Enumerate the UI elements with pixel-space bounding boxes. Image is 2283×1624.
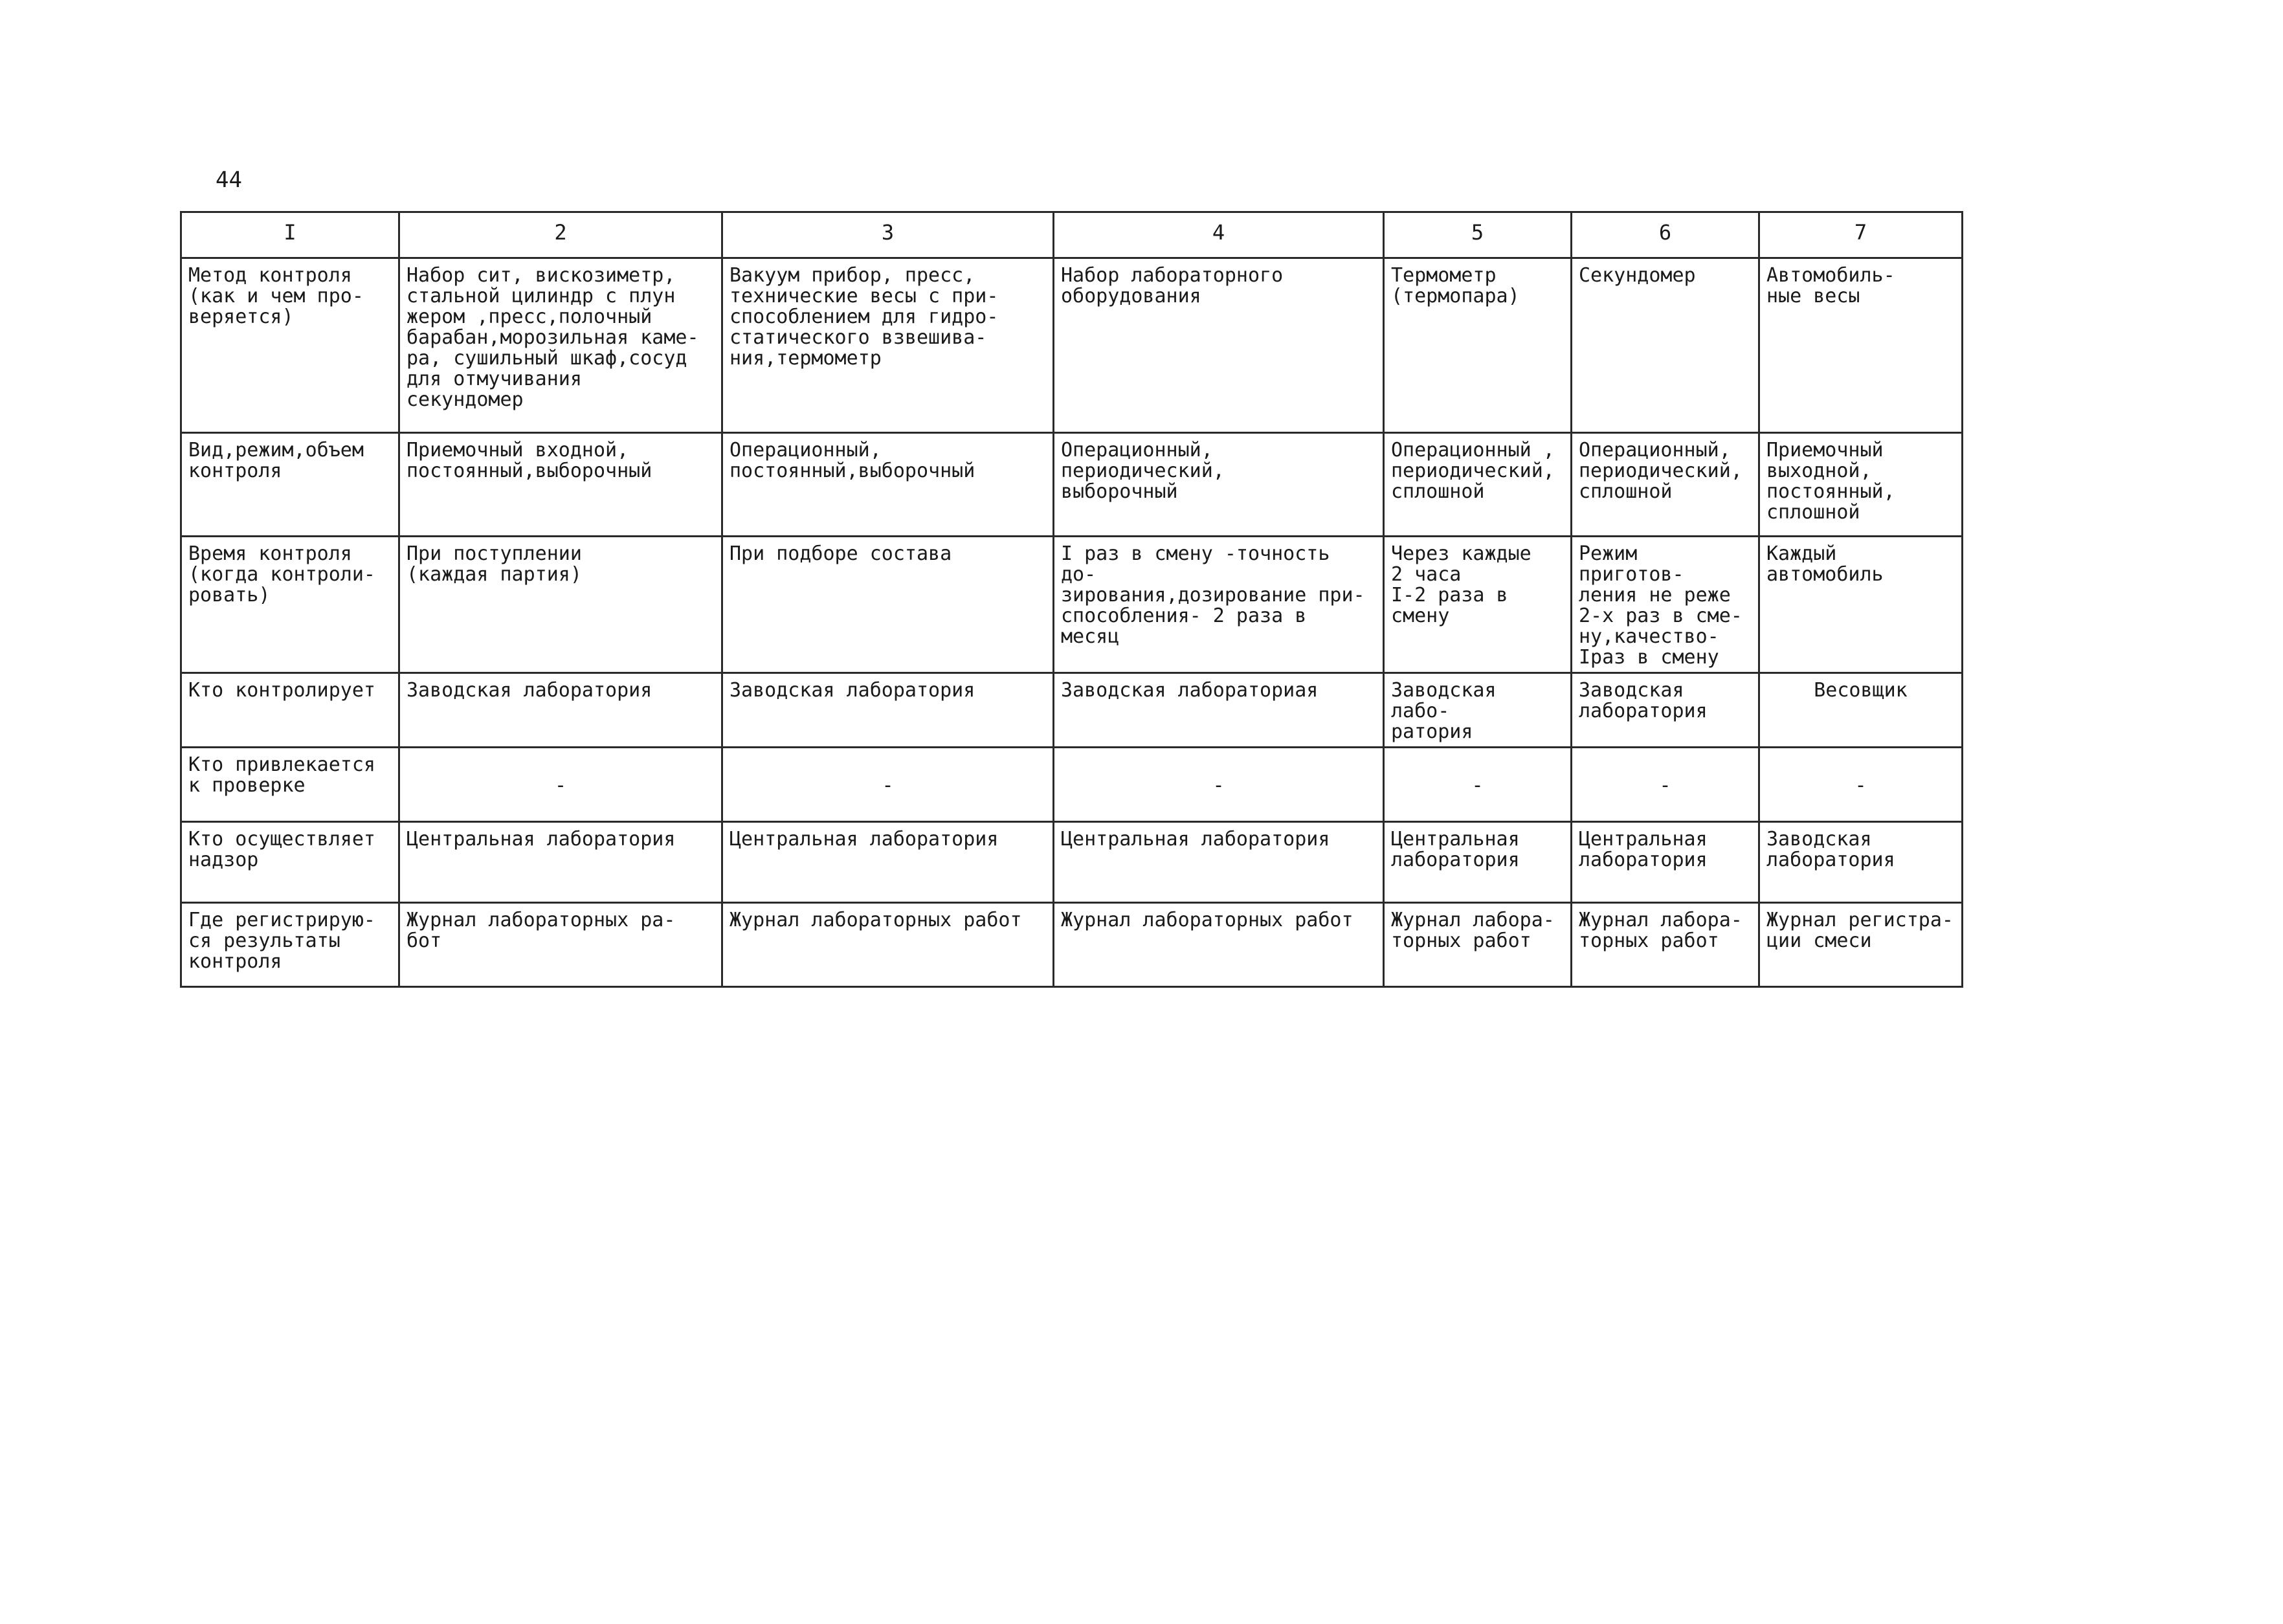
- row-label-time: Время контроля (когда контроли- ровать): [181, 537, 399, 673]
- column-number-5: 5: [1384, 212, 1572, 258]
- table-cell: I раз в смену -точность до- зирования,дозирование при- способления- 2 раза в месяц: [1054, 537, 1384, 673]
- table-cell: Приемочный выходной, постоянный, сплошной: [1759, 433, 1963, 537]
- table-cell: Операционный, постоянный,выборочный: [722, 433, 1054, 537]
- quality-control-table: [180, 211, 1963, 988]
- table-cell: Заводская лаборатория: [722, 673, 1054, 748]
- table-cell: -: [1384, 748, 1572, 822]
- column-number-6: 6: [1572, 212, 1759, 258]
- row-label-type: Вид,режим,объем контроля: [181, 433, 399, 537]
- table-cell: Набор лабораторного оборудования: [1054, 258, 1384, 433]
- table-cell: -: [1759, 748, 1963, 822]
- table-row: [181, 903, 1963, 987]
- table-cell: Приемочный входной, постоянный,выборочный: [399, 433, 722, 537]
- row-label-registration: Где регистрирую- ся результаты контроля: [181, 903, 399, 987]
- column-number-7: 7: [1759, 212, 1963, 258]
- table-cell: -: [1572, 748, 1759, 822]
- table-cell: Центральная лаборатория: [722, 822, 1054, 903]
- table-cell: Операционный, периодический, сплошной: [1572, 433, 1759, 537]
- table-cell: Центральная лаборатория: [1054, 822, 1384, 903]
- row-label-involved: Кто привлекается к проверке: [181, 748, 399, 822]
- table-cell: Заводская лабо- ратория: [1384, 673, 1572, 748]
- column-number-1: I: [181, 212, 399, 258]
- table-cell: Заводская лаборатория: [1759, 822, 1963, 903]
- column-number-3: 3: [722, 212, 1054, 258]
- table-cell: -: [722, 748, 1054, 822]
- table-cell: Каждый автомобиль: [1759, 537, 1963, 673]
- table-cell: Заводская лаборатория: [1572, 673, 1759, 748]
- table-row: [181, 537, 1963, 673]
- table-row: [181, 822, 1963, 903]
- table-cell: Журнал лабораторных работ: [722, 903, 1054, 987]
- table-cell: Центральная лаборатория: [1384, 822, 1572, 903]
- table-row: [181, 433, 1963, 537]
- table-cell: Журнал лабораторных работ: [1054, 903, 1384, 987]
- row-label-supervision: Кто осуществляет надзор: [181, 822, 399, 903]
- table-cell: При подборе состава: [722, 537, 1054, 673]
- table-cell: Вакуум прибор, пресс, технические весы с при- способлением для гидро- статического взвешива- ния,термометр: [722, 258, 1054, 433]
- table-row: [181, 748, 1963, 822]
- table-cell: Журнал лабора- торных работ: [1384, 903, 1572, 987]
- table-cell: Журнал лабора- торных работ: [1572, 903, 1759, 987]
- table-cell: Центральная лаборатория: [399, 822, 722, 903]
- table-cell: Весовщик: [1759, 673, 1963, 748]
- table-cell: -: [399, 748, 722, 822]
- table-row: [181, 258, 1963, 433]
- table-row: [181, 673, 1963, 748]
- table-cell: Через каждые 2 часа I-2 раза в смену: [1384, 537, 1572, 673]
- row-label-who-controls: Кто контролирует: [181, 673, 399, 748]
- table-cell: Центральная лаборатория: [1572, 822, 1759, 903]
- page-number: 44: [216, 167, 242, 193]
- column-number-4: 4: [1054, 212, 1384, 258]
- table-cell: Операционный , периодический, сплошной: [1384, 433, 1572, 537]
- header-row: [181, 212, 1963, 258]
- table-cell: Автомобиль- ные весы: [1759, 258, 1963, 433]
- table-cell: Набор сит, вискозиметр, стальной цилиндр с плун жером ,пресс,полочный барабан,морозильная каме- ра, сушильный шкаф,сосуд для отмучивания секундомер: [399, 258, 722, 433]
- table-cell: При поступлении (каждая партия): [399, 537, 722, 673]
- table-cell: Термометр (термопара): [1384, 258, 1572, 433]
- table-cell: Заводская лабораториая: [1054, 673, 1384, 748]
- table-cell: Операционный, периодический, выборочный: [1054, 433, 1384, 537]
- table-cell: Секундомер: [1572, 258, 1759, 433]
- table-cell: -: [1054, 748, 1384, 822]
- row-label-method: Метод контроля (как и чем про- веряется): [181, 258, 399, 433]
- column-number-2: 2: [399, 212, 722, 258]
- table-cell: Режим приготов- ления не реже 2-х раз в сме- ну,качество- Iраз в смену: [1572, 537, 1759, 673]
- table-cell: Журнал регистра- ции смеси: [1759, 903, 1963, 987]
- table-cell: Заводская лаборатория: [399, 673, 722, 748]
- table-cell: Журнал лабораторных ра- бот: [399, 903, 722, 987]
